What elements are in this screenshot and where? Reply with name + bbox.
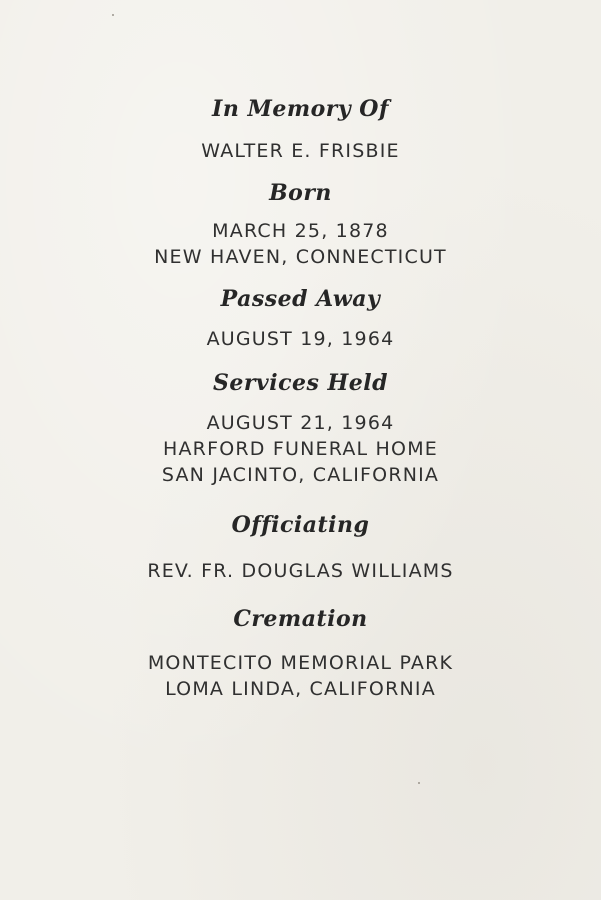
born-date: MARCH 25, 1878 [212,220,389,242]
services-location: HARFORD FUNERAL HOME [163,438,438,460]
officiating-heading: Officiating [231,512,370,538]
passed-away-date: AUGUST 19, 1964 [206,328,395,350]
born-heading: Born [269,180,332,206]
cremation-city: LOMA LINDA, CALIFORNIA [165,678,436,700]
cremation-place: MONTECITO MEMORIAL PARK [147,652,454,674]
services-held-heading: Services Held [212,370,389,396]
officiant-name: REV. FR. DOUGLAS WILLIAMS [147,560,454,582]
services-date: AUGUST 21, 1964 [206,412,395,434]
born-place: NEW HAVEN, CONNECTICUT [154,246,447,268]
services-city: SAN JACINTO, CALIFORNIA [161,464,440,486]
deceased-name: WALTER E. FRISBIE [201,140,400,162]
born-section [0,218,601,270]
officiating-section [0,558,601,584]
cremation-heading: Cremation [233,606,368,632]
passed-away-heading: Passed Away [220,286,381,312]
services-section [0,410,601,488]
paper-speck [112,14,114,16]
cremation-section [0,650,601,702]
passed-away-section [0,326,601,352]
paper-speck [418,782,420,784]
in-memory-heading: In Memory Of [212,96,389,122]
